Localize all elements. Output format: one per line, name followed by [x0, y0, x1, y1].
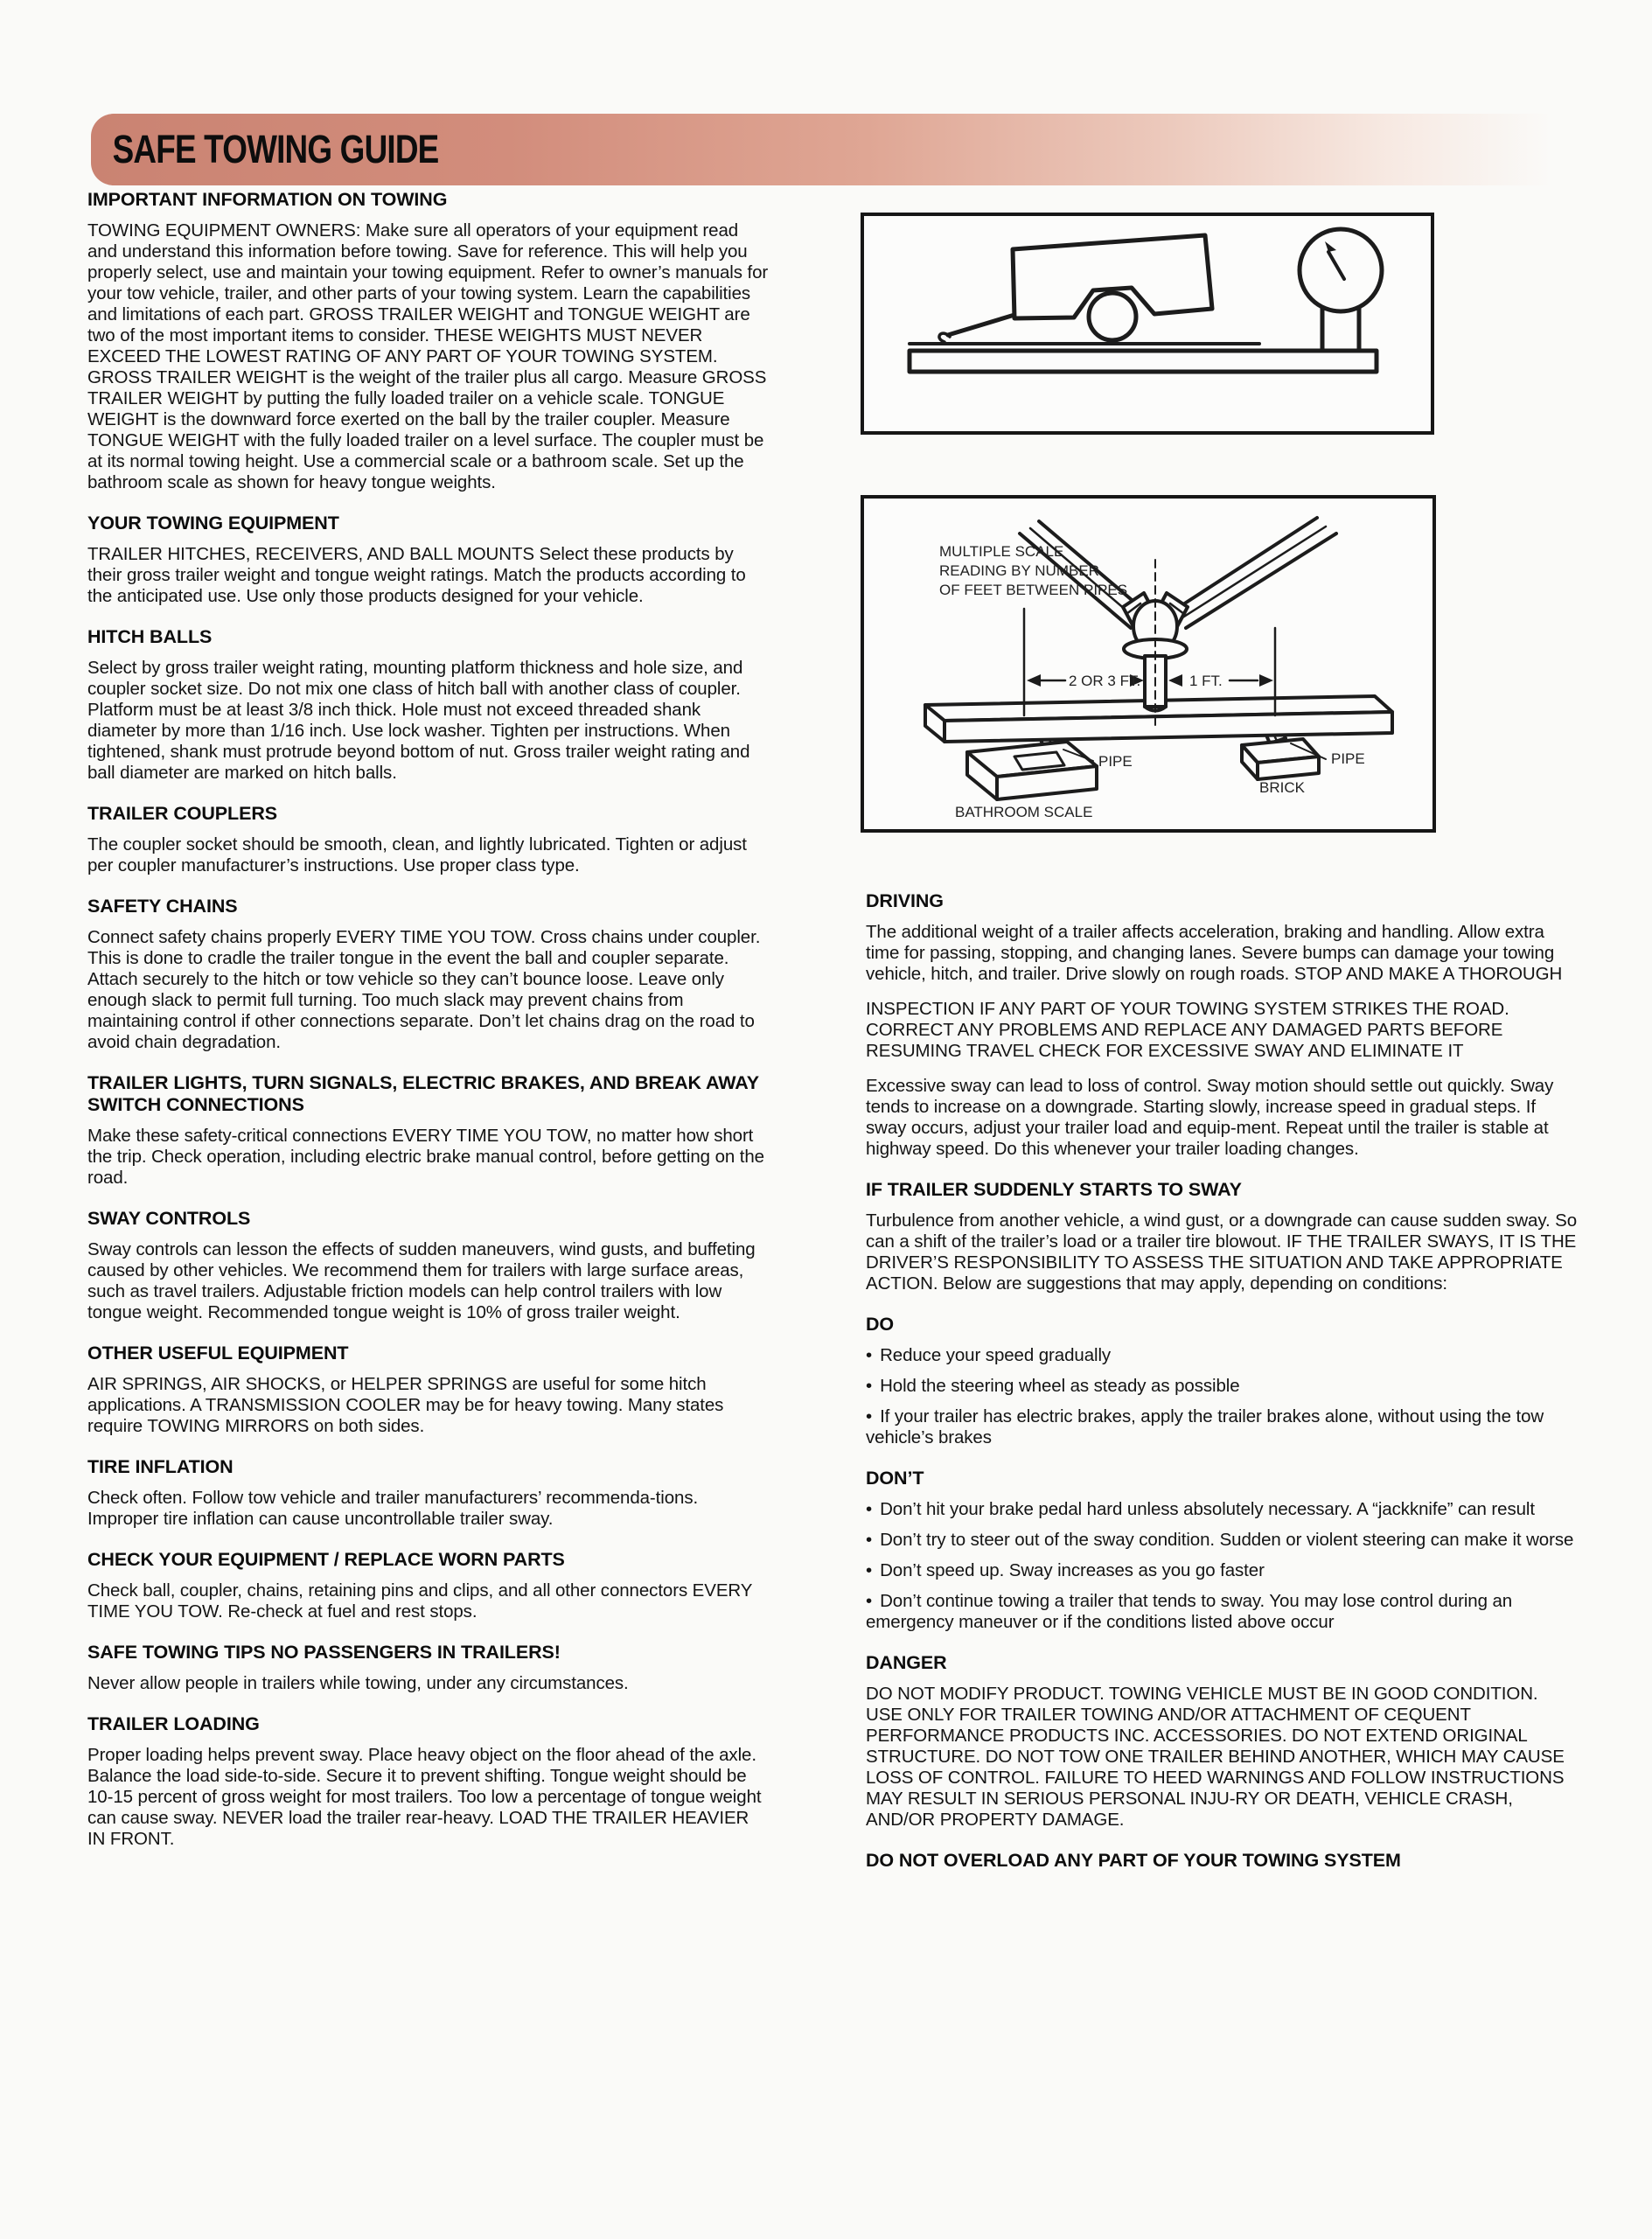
section-heading: DO: [866, 1314, 895, 1335]
trailer-wheel: [1089, 293, 1136, 340]
list-item-text: Hold the steering wheel as steady as possible: [880, 1376, 1240, 1396]
list-item: [866, 1376, 1579, 1397]
section-hitch-balls: [87, 626, 770, 784]
section-if-trailer-sways: [866, 1179, 1579, 1294]
section-heading: TRAILER LOADING: [87, 1713, 260, 1734]
section-paragraph: TRAILER HITCHES, RECEIVERS, AND BALL MOUNTS Select these products by their gross trailer weight and tongue weight ratings. Match the products according to the anticipated use. Use only those products designed for your vehicle.: [87, 544, 746, 606]
arrow-left-out: [1027, 674, 1041, 687]
section-safety-chains: [87, 896, 770, 1053]
pipe-left-label: PIPE: [1098, 753, 1133, 770]
diagram-note-line2: READING BY NUMBER: [939, 562, 1099, 579]
left-column: [87, 189, 770, 1864]
section-heading: DO NOT OVERLOAD ANY PART OF YOUR TOWING SYSTEM: [866, 1850, 1401, 1871]
bathroom-scale-label: BATHROOM SCALE: [955, 804, 1093, 820]
bullet-icon: •: [866, 1560, 873, 1580]
tongue-hook: [939, 333, 950, 342]
tongue-arm-right-mid: [1177, 527, 1326, 621]
tongue-arm-right-outer: [1186, 534, 1336, 628]
section-paragraph: Proper loading helps prevent sway. Place heavy object on the floor ahead of the axle. Balance the load side-to-side. Secure it to prevent shifting. Tongue weight should be 10-15 percent of gross weight for most trailers. Too low a percentage of tongue weight can cause sway. NEVER load the trailer rear-heavy. LOAD THE TRAILER HEAVIER IN FRONT.: [87, 1745, 762, 1849]
page-title: SAFE TOWING GUIDE: [112, 127, 439, 171]
section-heading: DRIVING: [866, 890, 944, 911]
section-tire-inflation: [87, 1456, 770, 1530]
section-paragraph: DO NOT MODIFY PRODUCT. TOWING VEHICLE MUST BE IN GOOD CONDITION. USE ONLY FOR TRAILER TOWING AND/OR ATTACHMENT OF CEQUENT PERFORMANCE PRODUCTS INC. ACCESSORIES. DO NOT EXTEND ORIGINAL STRUCTURE. DO NOT TOW ONE TRAILER BEHIND ANOTHER, WHICH MAY CAUSE LOSS OF CONTROL. FAILURE TO HEED WARNINGS AND FOLLOW INSTRUCTIONS MAY RESULT IN SERIOUS PERSONAL INJU-RY OR DEATH, VEHICLE CRASH, AND/OR PROPERTY DAMAGE.: [866, 1684, 1565, 1830]
section-trailer-couplers: [87, 803, 770, 876]
section-heading: OTHER USEFUL EQUIPMENT: [87, 1343, 349, 1364]
bullet-icon: •: [866, 1530, 873, 1550]
section-heading: SAFETY CHAINS: [87, 896, 238, 917]
arrow-right-in: [1168, 674, 1182, 687]
pipe-right-label: PIPE: [1331, 750, 1365, 767]
section-heading: SWAY CONTROLS: [87, 1208, 251, 1229]
section-paragraph: Select by gross trailer weight rating, mounting platform thickness and hole size, and coupler socket size. Do not mix one class of hitch ball with another class of coupler. Platform must be at least 3/8 inch thick. Hole must not exceed threaded shank diameter by more than 1/16 inch. Use lock washer. Tighten per instructions. When tightened, shank must protrude beyond bottom of nut. Gross trailer weight rating and ball diameter are marked on hitch balls.: [87, 658, 750, 783]
trailer-scale-diagram: [861, 213, 1434, 435]
section-other-useful-equipment: [87, 1343, 770, 1437]
section-sway-controls: [87, 1208, 770, 1323]
section-paragraph: Turbulence from another vehicle, a wind gust, or a downgrade can cause sudden sway. So can a shift of the trailer’s load or a trailer tire blowout. IF THE TRAILER SWAYS, IT IS THE DRIVER’S RESPONSIBILITY TO ASSESS THE SITUATION AND TAKE APPROPRIATE ACTION. Below are suggestions that may apply, depending on conditions:: [866, 1210, 1578, 1294]
section-heading: CHECK YOUR EQUIPMENT / REPLACE WORN PARTS: [87, 1549, 565, 1570]
section-heading: YOUR TOWING EQUIPMENT: [87, 513, 339, 534]
section-danger: [866, 1652, 1579, 1831]
bathroom-scale-diagram: [861, 495, 1436, 833]
list-item-text: Don’t try to steer out of the sway condition. Sudden or violent steering can make it worse: [880, 1530, 1574, 1550]
right-column: [866, 890, 1579, 1881]
section-important-information: [87, 189, 770, 493]
section-do: [866, 1314, 1579, 1448]
brick-label: BRICK: [1259, 779, 1305, 796]
section-paragraph: Sway controls can lesson the effects of sudden maneuvers, wind gusts, and buffeting caused by other vehicles. We recommend them for trailers with large surface areas, such as travel trailers. Adjustable friction models can help control trailers with low tongue weight. Recommended tongue weight is 10% of gross trailer weight.: [87, 1239, 756, 1322]
list-item: [866, 1406, 1579, 1448]
diagram-note-line1: MULTIPLE SCALE: [939, 543, 1064, 560]
section-heading: HITCH BALLS: [87, 626, 213, 647]
section-paragraph: Make these safety-critical connections EVERY TIME YOU TOW, no matter how short the trip. Check operation, including electric brake manual control, before getting on the road.: [87, 1126, 764, 1188]
section-heading: DON’T: [866, 1468, 924, 1489]
list-item: [866, 1591, 1579, 1633]
tongue-arm-right-inner: [1168, 518, 1317, 614]
section-paragraph: Never allow people in trailers while towing, under any circumstances.: [87, 1673, 629, 1693]
section-do-not-overload: [866, 1850, 1579, 1872]
section-driving: [866, 890, 1579, 1160]
bullet-icon: •: [866, 1499, 873, 1519]
section-your-towing-equipment: [87, 513, 770, 607]
section-heading: TIRE INFLATION: [87, 1456, 234, 1477]
list-item-text: Don’t speed up. Sway increases as you go faster: [880, 1560, 1265, 1580]
section-safe-towing-tips: [87, 1642, 770, 1694]
list-item: [866, 1499, 1579, 1520]
scale-platform: [910, 351, 1377, 372]
section-paragraph: The coupler socket should be smooth, clean, and lightly lubricated. Tighten or adjust per coupler manufacturer’s instructions. Use proper class type.: [87, 834, 747, 875]
section-heading: TRAILER LIGHTS, TURN SIGNALS, ELECTRIC BRAKES, AND BREAK AWAY SWITCH CONNECTIONS: [87, 1072, 759, 1115]
bathroom-scale-illustration: [864, 499, 1432, 829]
section-paragraph: The additional weight of a trailer affects acceleration, braking and handling. Allow extra time for passing, stopping, and changing lanes. Severe bumps can damage your towing vehicle, hitch, and trailer. Drive slowly on rough roads. STOP AND MAKE A THOROUGH: [866, 922, 1563, 984]
list-item: [866, 1345, 1579, 1366]
section-paragraph: AIR SPRINGS, AIR SHOCKS, or HELPER SPRINGS are useful for some hitch applications. A TRANSMISSION COOLER may be for heavy towing. Many states require TOWING MIRRORS on both sides.: [87, 1374, 724, 1436]
trailer-scale-illustration: [864, 216, 1431, 431]
section-paragraph: Check ball, coupler, chains, retaining pins and clips, and all other connectors EVERY TIME YOU TOW. Re-check at fuel and rest stops.: [87, 1580, 752, 1622]
section-heading: IF TRAILER SUDDENLY STARTS TO SWAY: [866, 1179, 1242, 1200]
list-item-text: Reduce your speed gradually: [880, 1345, 1112, 1365]
bullet-icon: •: [866, 1345, 873, 1365]
section-paragraph: Excessive sway can lead to loss of control. Sway motion should settle out quickly. Sway tends to increase on a downgrade. Starting slowly, increase speed in gradual steps. If sway occurs, adjust your trailer load and equip-ment. Repeat until the trailer is stable at highway speed. Do this whenever your trailer loading changes.: [866, 1076, 1554, 1159]
trailer-tongue: [948, 315, 1014, 335]
section-trailer-loading: [87, 1713, 770, 1850]
list-item: [866, 1560, 1579, 1581]
diagram-note-line3: OF FEET BETWEEN PIPES: [939, 582, 1128, 598]
section-dont: [866, 1468, 1579, 1633]
section-heading: DANGER: [866, 1652, 947, 1673]
section-check-your-equipment: [87, 1549, 770, 1622]
list-item-text: Don’t continue towing a trailer that tends to sway. You may lose control during an emergency maneuver or if the conditions listed above occur: [866, 1591, 1513, 1632]
list-item: [866, 1530, 1579, 1551]
bullet-icon: •: [866, 1591, 873, 1611]
dimension-label-right: 1 FT.: [1189, 673, 1223, 689]
arrow-right-out: [1259, 674, 1273, 687]
bullet-icon: •: [866, 1406, 873, 1426]
section-heading: IMPORTANT INFORMATION ON TOWING: [87, 189, 448, 210]
section-heading: SAFE TOWING TIPS NO PASSENGERS IN TRAILERS!: [87, 1642, 561, 1663]
section-paragraph: INSPECTION IF ANY PART OF YOUR TOWING SYSTEM STRIKES THE ROAD. CORRECT ANY PROBLEMS AND REPLACE ANY DAMAGED PARTS BEFORE RESUMING TRAVEL CHECK FOR EXCESSIVE SWAY AND ELIMINATE IT: [866, 999, 1509, 1061]
list-item-text: Don’t hit your brake pedal hard unless absolutely necessary. A “jackknife” can result: [880, 1499, 1535, 1519]
list-item-text: If your trailer has electric brakes, apply the trailer brakes alone, without using the tow vehicle’s brakes: [866, 1406, 1544, 1447]
section-paragraph: TOWING EQUIPMENT OWNERS: Make sure all operators of your equipment read and understand this information before towing. Save for reference. This will help you properly select, use and maintain your towing equipment. Refer to owner’s manuals for your tow vehicle, trailer, and other parts of your towing system. Learn the capabilities and limitations of each part. GROSS TRAILER WEIGHT and TONGUE WEIGHT are two of the most important items to consider. THESE WEIGHTS MUST NEVER EXCEED THE LOWEST RATING OF ANY PART OF YOUR TOWING SYSTEM. GROSS TRAILER WEIGHT is the weight of the trailer plus all cargo. Measure GROSS TRAILER WEIGHT by putting the fully loaded trailer on a vehicle scale. TONGUE WEIGHT is the downward force exerted on the ball by the trailer coupler. Measure TONGUE WEIGHT with the fully loaded trailer on a level surface. The coupler must be at its normal towing height. Use a commercial scale or a bathroom scale. Set up the bathroom scale as shown for heavy tongue weights.: [87, 220, 769, 492]
dimension-label-left: 2 OR 3 FT.: [1069, 673, 1141, 689]
section-heading: TRAILER COUPLERS: [87, 803, 277, 824]
section-paragraph: Connect safety chains properly EVERY TIME YOU TOW. Cross chains under coupler. This is done to cradle the trailer tongue in the event the ball and coupler separate. Attach securely to the hitch or tow vehicle so they can’t bounce loose. Leave only enough slack to permit full turning. Too much slack may prevent chains from maintaining control if other connections separate. Don’t let chains drag on the road to avoid chain degradation.: [87, 927, 761, 1052]
title-banner: [91, 114, 1582, 185]
bullet-icon: •: [866, 1376, 873, 1396]
section-trailer-lights: [87, 1072, 770, 1189]
section-paragraph: Check often. Follow tow vehicle and trailer manufacturers’ recommenda-tions. Improper tire inflation can cause uncontrollable trailer sway.: [87, 1488, 699, 1529]
